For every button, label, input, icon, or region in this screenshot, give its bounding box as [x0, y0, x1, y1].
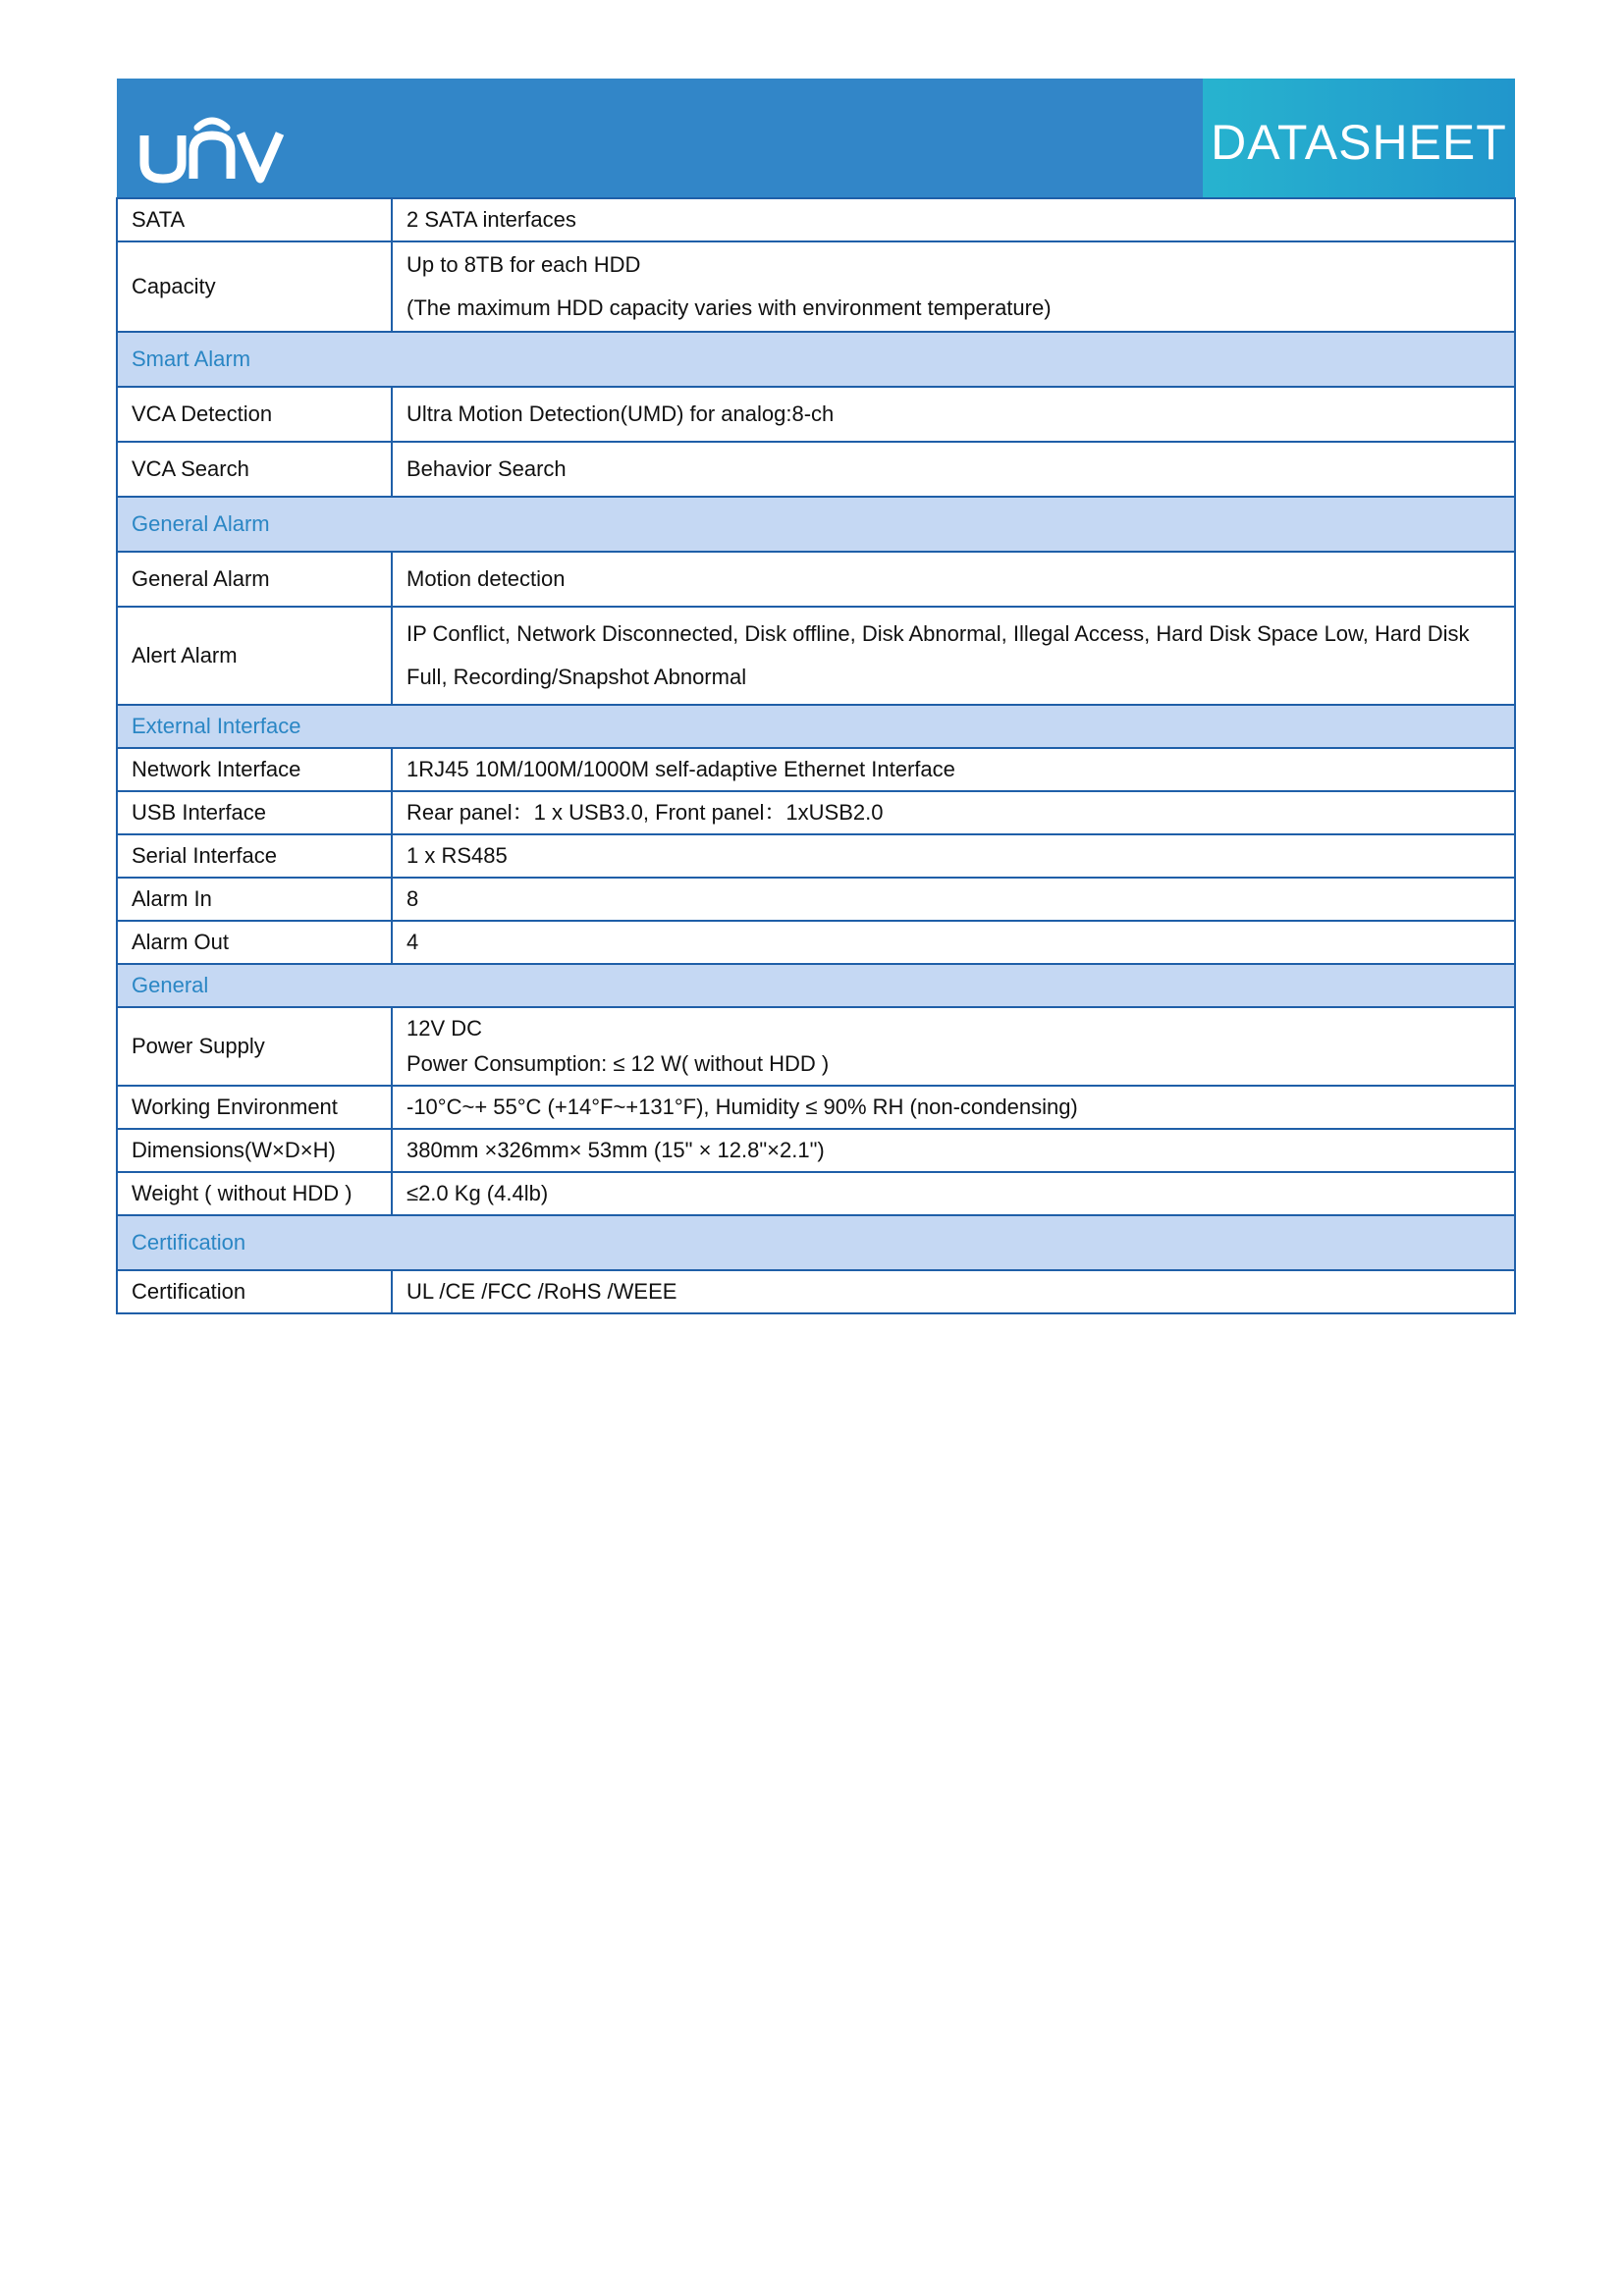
spec-key: Working Environment — [117, 1086, 392, 1129]
section-title: Smart Alarm — [117, 332, 1515, 387]
section-row — [117, 497, 1515, 552]
table-row — [117, 1086, 1515, 1129]
spec-value — [392, 1007, 1515, 1086]
spec-value: UL /CE /FCC /RoHS /WEEE — [392, 1270, 1515, 1313]
spec-value: -10°C~+ 55°C (+14°F~+131°F), Humidity ≤ 90% RH (non-condensing) — [392, 1086, 1515, 1129]
spec-value — [392, 607, 1515, 705]
table-row — [117, 1007, 1515, 1086]
table-row — [117, 1129, 1515, 1172]
section-title: External Interface — [117, 705, 1515, 748]
spec-value-line: Power Consumption: ≤ 12 W( without HDD ) — [406, 1051, 830, 1076]
header-bar — [117, 79, 1515, 198]
section-row — [117, 964, 1515, 1007]
table-row — [117, 241, 1515, 332]
section-title: Certification — [117, 1215, 1515, 1270]
spec-key: Network Interface — [117, 748, 392, 791]
table-row — [117, 878, 1515, 921]
section-row — [117, 1215, 1515, 1270]
spec-key: USB Interface — [117, 791, 392, 834]
spec-value: 1RJ45 10M/100M/1000M self-adaptive Ethernet Interface — [392, 748, 1515, 791]
spec-value-line: Full, Recording/Snapshot Abnormal — [406, 665, 747, 689]
spec-key: Alarm Out — [117, 921, 392, 964]
section-title: General — [117, 964, 1515, 1007]
spec-key: Dimensions(W×D×H) — [117, 1129, 392, 1172]
spec-table — [116, 197, 1516, 1314]
spec-key: VCA Detection — [117, 387, 392, 442]
table-row — [117, 442, 1515, 497]
table-row — [117, 552, 1515, 607]
spec-key: Capacity — [117, 241, 392, 332]
spec-value: 380mm ×326mm× 53mm (15" × 12.8"×2.1") — [392, 1129, 1515, 1172]
spec-value: Rear panel：1 x USB3.0, Front panel：1xUSB2.0 — [392, 791, 1515, 834]
spec-key: General Alarm — [117, 552, 392, 607]
table-row — [117, 791, 1515, 834]
table-row — [117, 387, 1515, 442]
spec-value: Behavior Search — [392, 442, 1515, 497]
spec-key: VCA Search — [117, 442, 392, 497]
spec-value-line: Up to 8TB for each HDD — [406, 252, 641, 277]
table-row — [117, 921, 1515, 964]
spec-value: Ultra Motion Detection(UMD) for analog:8-ch — [392, 387, 1515, 442]
table-row — [117, 748, 1515, 791]
spec-key: Alert Alarm — [117, 607, 392, 705]
spec-value: 4 — [392, 921, 1515, 964]
section-title: General Alarm — [117, 497, 1515, 552]
table-row — [117, 607, 1515, 705]
table-row — [117, 198, 1515, 241]
spec-key: Certification — [117, 1270, 392, 1313]
spec-value-line: IP Conflict, Network Disconnected, Disk offline, Disk Abnormal, Illegal Access, Hard Disk Space Low, Hard Disk — [406, 621, 1470, 646]
spec-value: 2 SATA interfaces — [392, 198, 1515, 241]
unv-logo-icon — [138, 100, 286, 184]
table-row — [117, 1172, 1515, 1215]
datasheet-title: DATASHEET — [1211, 115, 1507, 170]
spec-value-line: 12V DC — [406, 1016, 483, 1041]
table-row — [117, 834, 1515, 878]
spec-value: ≤2.0 Kg (4.4lb) — [392, 1172, 1515, 1215]
spec-value: 1 x RS485 — [392, 834, 1515, 878]
spec-value: 8 — [392, 878, 1515, 921]
spec-value: Motion detection — [392, 552, 1515, 607]
table-row — [117, 1270, 1515, 1313]
datasheet-badge — [1203, 79, 1515, 198]
spec-key: Power Supply — [117, 1007, 392, 1086]
spec-value — [392, 241, 1515, 332]
spec-key: Weight ( without HDD ) — [117, 1172, 392, 1215]
spec-key: Serial Interface — [117, 834, 392, 878]
spec-key: SATA — [117, 198, 392, 241]
section-row — [117, 332, 1515, 387]
spec-value-line: (The maximum HDD capacity varies with environment temperature) — [406, 295, 1052, 320]
spec-key: Alarm In — [117, 878, 392, 921]
section-row — [117, 705, 1515, 748]
